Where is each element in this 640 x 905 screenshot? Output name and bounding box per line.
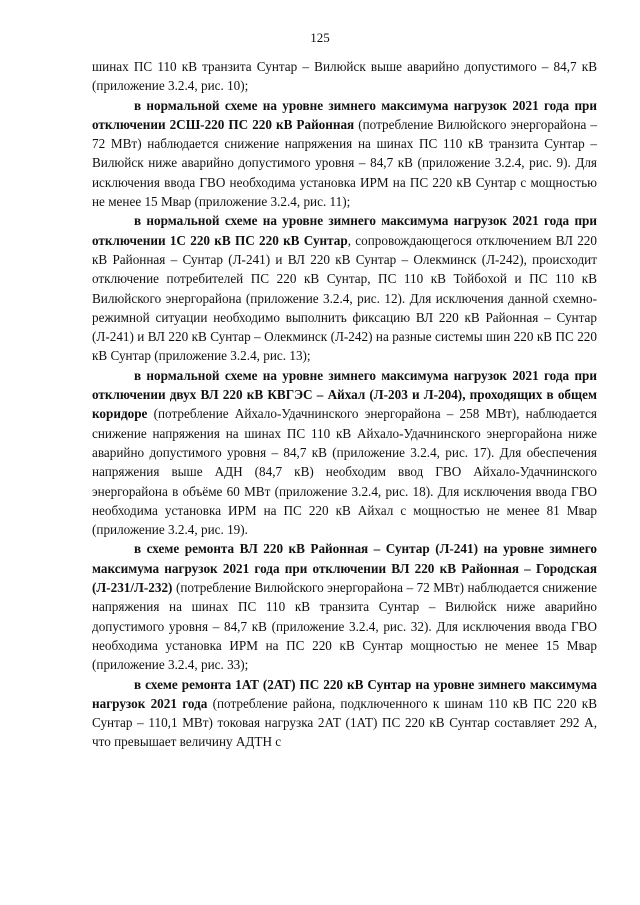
paragraph-bold-lead: в нормальной схеме на уровне зимнего максимума нагрузок 2021 года при отключении 1С 220 кВ ПС 220 кВ Сунтар (92, 213, 597, 248)
paragraph-text: шинах ПС 110 кВ транзита Сунтар – Вилюйск выше аварийно допустимого – 84,7 кВ (приложение 3.2.4, рис. 10); (92, 59, 597, 94)
paragraph-2csh-220-rayonnaya (92, 96, 597, 212)
body-text (92, 57, 597, 752)
page-number: 125 (310, 30, 330, 45)
paragraph-kvges-aikhal (92, 366, 597, 540)
paragraph-bold-lead: в схеме ремонта ВЛ 220 кВ Районная – Сунтар (Л-241) на уровне зимнего максимума нагрузок 2021 года при отключении ВЛ 220 кВ Районная – Городская (Л-231/Л-232) (92, 541, 597, 596)
paragraph-repair-l241 (92, 539, 597, 674)
paragraph-text: (потребление Вилюйского энергорайона – 72 МВт) наблюдается снижение напряжения на шинах ПС 110 кВ транзита Сунтар – Вилюйск ниже аварийно допустимого уровня – 84,7 кВ (приложение 3.2.4, рис. 32). Для исключения ввода ГВО необходима установка ИРМ на ПС 220 кВ Сунтар мощностью не менее 15 Мвар (приложение 3.2.4, рис. 33); (92, 580, 597, 673)
paragraph-text: (потребление Вилюйского энергорайона – 72 МВт) наблюдается снижение напряжения на шинах ПС 110 кВ транзита Сунтар – Вилюйск ниже аварийно допустимого уровня – 84,7 кВ (приложение 3.2.4, рис. 9). Для исключения ввода ГВО необходима установка ИРМ на ПС 220 кВ Сунтар с мощностью не менее 15 Мвар (приложение 3.2.4, рис. 11); (92, 116, 597, 210)
paragraph-text: (потребление района, подключенного к шинам 110 кВ ПС 220 кВ Сунтар – 110,1 МВт) токовая нагрузка 2АТ (1АТ) ПС 220 кВ Сунтар составляет 292 А, что превышает величину АДТН с (92, 695, 597, 750)
paragraph-repair-1at-2at (92, 675, 597, 752)
paragraph-1s-220-suntar (92, 211, 597, 365)
paragraph-bold-lead: в нормальной схеме на уровне зимнего максимума нагрузок 2021 года при отключении двух ВЛ 220 кВ КВГЭС – Айхал (Л-203 и Л-204), проходящих в общем коридоре (92, 367, 597, 422)
paragraph-continuation (92, 57, 597, 96)
paragraph-text: (потребление Айхало-Удачнинского энергорайона – 258 МВт), наблюдается снижение напряжения на шинах ПС 110 кВ Айхало-Удачнинского энергорайона ниже аварийно допустимого уровня – 84,7 кВ (приложение 3.2.4, рис. 17). Для обеспечения напряжения выше АДН (84,7 кВ) необходим ввод ГВО Айхало-Удачнинского энергорайона в объёме 60 МВт (приложение 3.2.4, рис. 18). Для исключения ввода ГВО необходима установка ИРМ на ПС 220 кВ Айхал с мощностью не менее 81 Мвар (приложение 3.2.4, рис. 19). (92, 406, 597, 538)
paragraph-bold-lead: в нормальной схеме на уровне зимнего максимума нагрузок 2021 года при отключении 2СШ-220 ПС 220 кВ Районная (92, 97, 597, 132)
paragraph-bold-lead: в схеме ремонта 1АТ (2АТ) ПС 220 кВ Сунтар на уровне зимнего максимума нагрузок 2021 года (92, 676, 597, 711)
paragraph-text: , сопровождающегося отключением ВЛ 220 кВ Районная – Сунтар (Л-241) и ВЛ 220 кВ Сунтар – Олекминск (Л-242), происходит отключение потребителей ПС 220 кВ Сунтар, ПС 110 кВ Тойбохой и ПС 110 кВ Вилюйского энергорайона (приложение 3.2.4, рис. 12). Для исключения данной схемно-режимной ситуации необходимо выполнить фиксацию ВЛ 220 кВ Районная – Сунтар (Л-241) и ВЛ 220 кВ Сунтар – Олекминск (Л-242) на разные системы шин 220 кВ ПС 220 кВ Сунтар (приложение 3.2.4, рис. 13); (92, 232, 597, 364)
